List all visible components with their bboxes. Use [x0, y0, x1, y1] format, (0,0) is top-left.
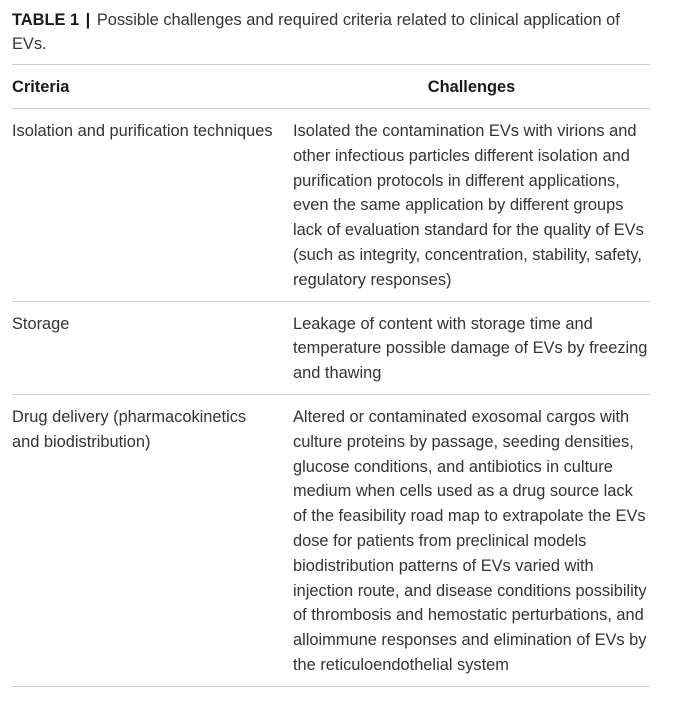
criteria-cell: Storage [12, 314, 70, 333]
challenges-cell: Altered or contaminated exosomal cargos with culture proteins by passage, seeding densities, glucose conditions, and antibiotics in culture medium when cells used as a drug source lack of the feasibility road map to extrapolate the EVs dose for patients from preclinical models biodistribution patterns of EVs varied with injection route, and disease conditions possibility of thrombosis and hemostatic perturbations, and alloimmune responses and elimination of EVs by the reticuloendothelial system [293, 407, 647, 674]
criteria-cell: Drug delivery (pharmacokinetics and biodistribution) [12, 407, 247, 451]
table-body [12, 109, 650, 687]
challenges-cell: Leakage of content with storage time and temperature possible damage of EVs by freezing and thawing [293, 314, 648, 383]
table-row [12, 394, 650, 686]
table-header [12, 65, 650, 109]
header-challenges: Challenges [427, 78, 516, 96]
table-caption [12, 8, 650, 56]
table-row [12, 109, 650, 302]
table-caption-label: TABLE 1 [12, 11, 80, 29]
challenges-cell: Isolated the contamination EVs with virions and other infectious particles different isolation and purification protocols in different applications, even the same application by different groups lack of evaluation standard for the quality of EVs (such as integrity, concentration, stability, safety, regulatory responses) [293, 122, 644, 289]
criteria-challenges-table [12, 64, 650, 687]
table-caption-separator: | [85, 11, 91, 29]
table-row [12, 301, 650, 394]
header-criteria: Criteria [12, 78, 70, 96]
table-caption-text: Possible challenges and required criteria related to clinical application of EVs. [12, 11, 620, 53]
criteria-cell: Isolation and purification techniques [12, 122, 273, 140]
table-header-row [12, 65, 650, 109]
